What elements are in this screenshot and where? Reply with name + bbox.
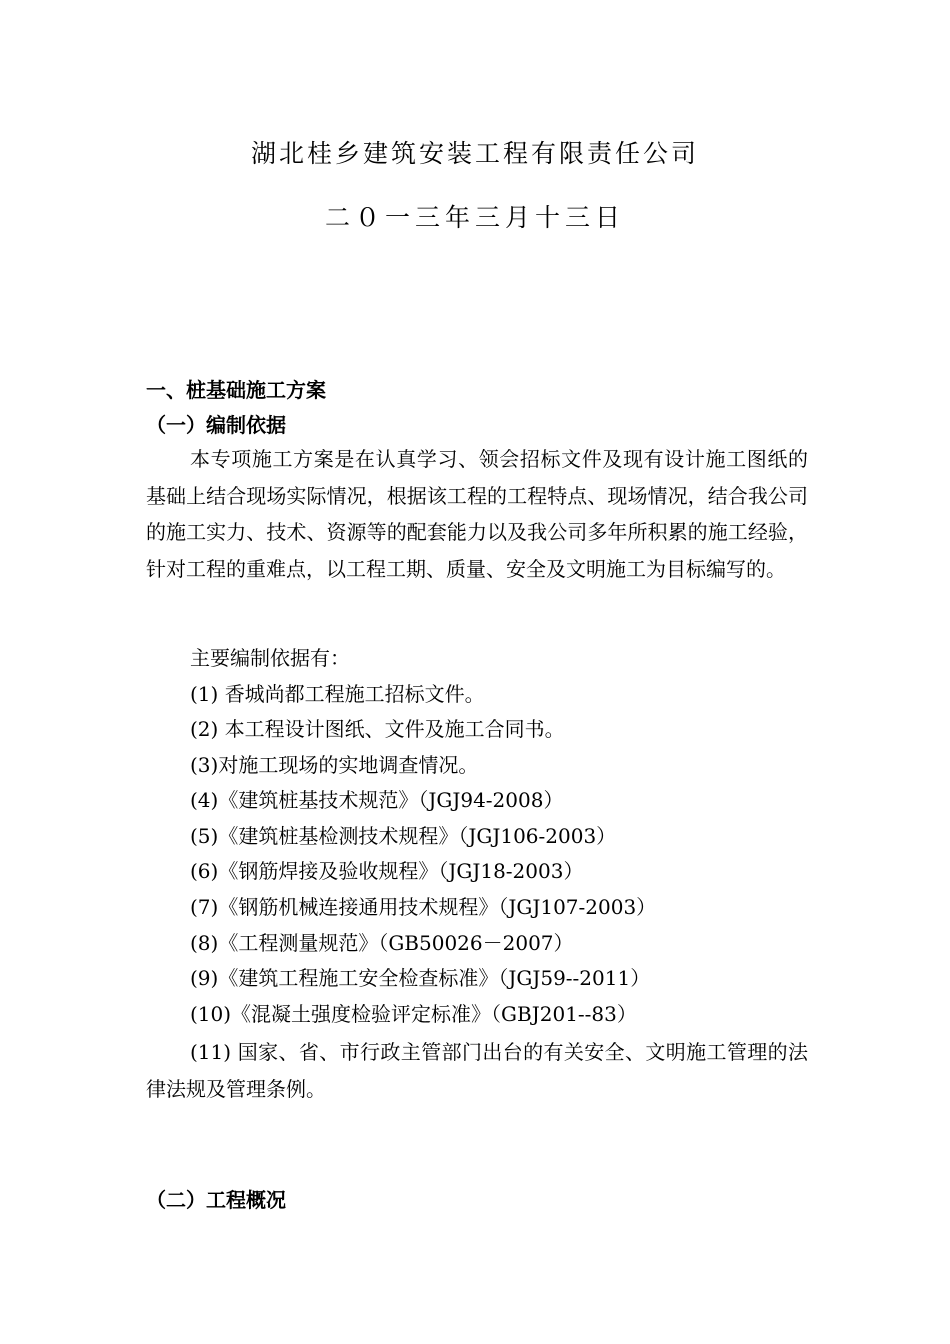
list-item: (5)《建筑桩基检测技术规程》（JGJ106-2003）	[190, 824, 617, 848]
list-item: (8)《工程测量规范》（GB50026－2007）	[190, 931, 574, 955]
subsection-title-basis: （一）编制依据	[146, 413, 286, 437]
list-item: (6)《钢筋焊接及验收规程》（JGJ18-2003）	[190, 859, 584, 883]
document-date: 二０一三年三月十三日	[324, 203, 625, 232]
list-item: (10)《混凝土强度检验评定标准》（GBJ201--83）	[190, 1002, 637, 1026]
basis-label: 主要编制依据有：	[190, 646, 350, 670]
list-item: (4)《建筑桩基技术规范》（JGJ94-2008）	[190, 788, 564, 812]
list-item: (7)《钢筋机械连接通用技术规程》（JGJ107-2003）	[190, 895, 657, 919]
list-item: (3)对施工现场的实地调查情况。	[190, 753, 479, 777]
section-title: 一、桩基础施工方案	[146, 378, 326, 402]
intro-paragraph: 本专项施工方案是在认真学习、领会招标文件及现有设计施工图纸的基础上结合现场实际情况，根据该工程的工程特点、现场情况，结合我公司的施工实力、技术、资源等的配套能力以及我公司多年所积累的施工经验，针对工程的重难点，以工程工期、质量、安全及文明施工为目标编写的。	[146, 447, 808, 581]
company-name: 湖北桂乡建筑安装工程有限责任公司	[250, 139, 699, 168]
list-item: (2) 本工程设计图纸、文件及施工合同书。	[190, 717, 565, 741]
list-item-last: (11) 国家、省、市行政主管部门出台的有关安全、文明施工管理的法律法规及管理条例。	[146, 1040, 808, 1101]
list-item: (9)《建筑工程施工安全检查标准》（JGJ59--2011）	[190, 966, 651, 990]
list-item: (1) 香城尚都工程施工招标文件。	[190, 682, 485, 706]
subsection-title-overview: （二）工程概况	[146, 1188, 286, 1212]
